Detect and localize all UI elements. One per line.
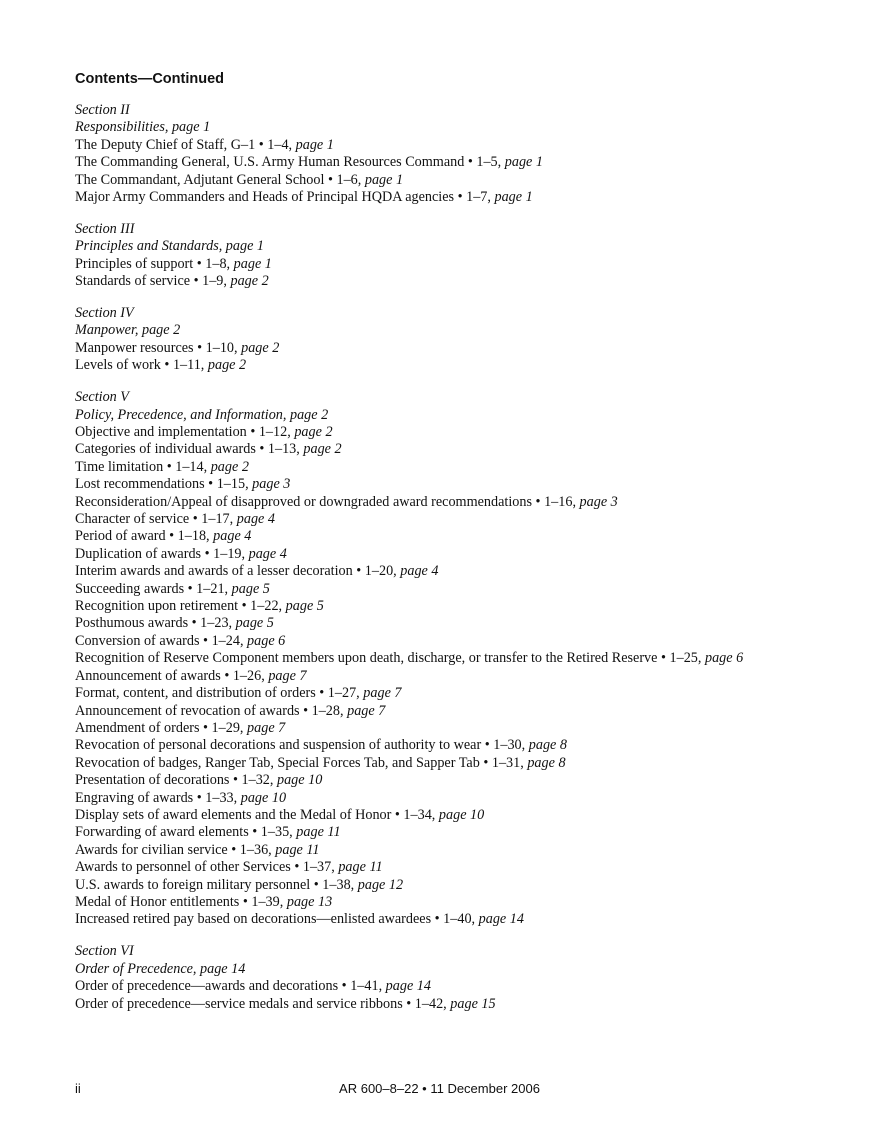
toc-entry-text: Period of award • 1–18,: [75, 528, 214, 545]
toc-entry-page: page 4: [400, 563, 439, 580]
toc-entry-text: U.S. awards to foreign military personnel • 1–38,: [75, 876, 358, 893]
toc-entry-page: page 10: [438, 806, 485, 823]
toc-entry: [75, 137, 805, 154]
toc-entry-page: page 10: [240, 789, 287, 806]
toc-entry-page: page 1: [295, 136, 334, 153]
toc-entry-page: page 1: [494, 189, 533, 206]
toc-entry-text: Revocation of badges, Ranger Tab, Special Forces Tab, and Sapper Tab • 1–31,: [75, 754, 528, 771]
toc-entry-page: page 11: [275, 841, 320, 858]
toc-entry-text: Standards of service • 1–9,: [75, 273, 231, 290]
toc-entry-page: page 2: [230, 273, 269, 290]
section-title: Policy, Precedence, and Information, page 2: [75, 406, 329, 423]
toc-entry-page: page 7: [347, 702, 386, 719]
toc-entry-page: page 8: [527, 754, 566, 771]
section-title: Responsibilities, page 1: [75, 119, 211, 136]
toc-entry: [75, 528, 805, 545]
toc-entry: [75, 494, 805, 511]
toc-entry-page: page 3: [252, 476, 291, 493]
toc-entry-text: Increased retired pay based on decorations—enlisted awardees • 1–40,: [75, 911, 479, 928]
toc-entry-text: The Commandant, Adjutant General School • 1–6,: [75, 171, 365, 188]
toc-entry: [75, 978, 805, 995]
toc-entry-page: page 2: [210, 458, 249, 475]
toc-entry-page: page 5: [285, 598, 324, 615]
toc-entry: [75, 668, 805, 685]
toc-entry-page: page 6: [704, 650, 744, 667]
toc-entry: [75, 511, 805, 528]
toc-entry-text: Conversion of awards • 1–24,: [75, 632, 248, 649]
toc-entry-page: page 14: [385, 978, 431, 995]
toc-entry: [75, 737, 805, 754]
toc-section: [75, 943, 805, 1013]
toc-entry: [75, 563, 805, 580]
toc-entry: [75, 772, 805, 789]
toc-entry-text: Order of precedence—awards and decorations • 1–41,: [75, 978, 386, 995]
toc-entry: [75, 615, 805, 632]
toc-entry-text: Objective and implementation • 1–12,: [75, 424, 295, 440]
toc-entry-text: Order of precedence—service medals and service ribbons • 1–42,: [75, 995, 451, 1012]
toc-entry-text: Principles of support • 1–8,: [75, 255, 234, 272]
toc-entry: [75, 703, 805, 720]
toc-entry-page: page 4: [236, 511, 275, 528]
toc-entry: [75, 755, 805, 772]
toc-entry-text: Display sets of award elements and the Medal of Honor • 1–34,: [75, 806, 439, 823]
toc-entry-text: Reconsideration/Appeal of disapproved or downgraded award recommendations • 1–16,: [75, 493, 580, 510]
toc-entry-page: page 1: [233, 255, 272, 272]
toc-entry-text: Awards to personnel of other Services • 1–37,: [75, 859, 339, 876]
section-title: Manpower, page 2: [75, 322, 181, 339]
toc-entry-text: Forwarding of award elements • 1–35,: [75, 824, 297, 841]
section-title: Order of Precedence, page 14: [75, 960, 246, 977]
toc-entry-text: Posthumous awards • 1–23,: [75, 615, 236, 632]
toc-entry: [75, 720, 805, 737]
toc-entry: [75, 424, 805, 441]
toc-entry: [75, 340, 805, 357]
toc-entry: [75, 807, 805, 824]
toc-entry: [75, 273, 805, 290]
toc-entry-text: Presentation of decorations • 1–32,: [75, 772, 277, 789]
toc-entry-page: page 12: [357, 876, 404, 893]
toc-entry-page: page 8: [528, 737, 567, 754]
toc-entry-page: page 13: [286, 893, 333, 910]
toc-entry: [75, 911, 805, 928]
section-title: Principles and Standards, page 1: [75, 238, 265, 255]
toc-entry: [75, 441, 805, 458]
toc-entry-text: Levels of work • 1–11,: [75, 357, 208, 374]
toc-entry-text: Recognition upon retirement • 1–22,: [75, 598, 286, 615]
toc-entry: [75, 598, 805, 615]
toc-entry-page: page 11: [296, 824, 341, 841]
toc-entry: [75, 824, 805, 841]
toc-section: [75, 102, 805, 206]
toc-entry-page: page 4: [248, 545, 287, 562]
toc-entry-text: The Commanding General, U.S. Army Human Resources Command • 1–5,: [75, 154, 505, 171]
toc-entry-text: Major Army Commanders and Heads of Principal HQDA agencies • 1–7,: [75, 189, 495, 206]
toc-entry-page: page 15: [450, 995, 496, 1012]
contents-heading: Contents—Continued: [75, 71, 225, 87]
toc-entry-text: Recognition of Reserve Component members upon death, discharge, or transfer to the Retired Reserve • 1–25,: [75, 650, 705, 667]
section-number: Section VI: [75, 943, 134, 960]
toc-entry-text: Duplication of awards • 1–19,: [75, 545, 249, 562]
toc-entry-page: page 7: [363, 685, 402, 702]
toc-entry-text: Succeeding awards • 1–21,: [75, 580, 232, 597]
section-number: Section II: [75, 102, 130, 118]
toc-entry: [75, 842, 805, 859]
toc-entry-page: page 7: [247, 719, 286, 736]
toc-entry-page: page 1: [364, 171, 404, 188]
section-number: Section III: [75, 220, 135, 237]
toc-entry-page: page 7: [268, 667, 307, 684]
toc-entry-text: Amendment of orders • 1–29,: [75, 719, 248, 736]
toc-entry-text: Announcement of revocation of awards • 1–28,: [75, 702, 348, 719]
toc-entry-page: page 10: [276, 772, 323, 789]
toc-entry-text: Format, content, and distribution of orders • 1–27,: [75, 685, 364, 702]
toc-entry-page: page 2: [294, 424, 333, 440]
toc-entry-page: page 6: [247, 632, 286, 649]
toc-entry-page: page 2: [241, 339, 280, 356]
toc-entry: [75, 996, 805, 1013]
toc-entry-page: page 2: [303, 441, 342, 458]
toc-entry-page: page 5: [231, 580, 270, 597]
toc-entry-text: Character of service • 1–17,: [75, 511, 237, 528]
toc-entry: [75, 154, 805, 171]
section-number: Section V: [75, 389, 129, 406]
toc-entry: [75, 790, 805, 807]
toc-entry: [75, 894, 805, 911]
toc-entry-page: page 4: [213, 528, 252, 545]
toc-entry-page: page 2: [207, 357, 247, 374]
toc-entry-page: page 3: [579, 493, 618, 510]
toc-entry-text: Revocation of personal decorations and suspension of authority to wear • 1–30,: [75, 737, 529, 754]
toc-entry: [75, 256, 805, 273]
toc-entry: [75, 189, 805, 206]
toc-entry: [75, 685, 805, 702]
toc-entry: [75, 476, 805, 493]
toc-entry: [75, 633, 805, 650]
toc-entry-text: Manpower resources • 1–10,: [75, 339, 242, 356]
toc-entry: [75, 859, 805, 876]
footer-page-number: ii: [75, 1081, 81, 1096]
toc-entry-text: Categories of individual awards • 1–13,: [75, 441, 304, 458]
toc-entry: [75, 459, 805, 476]
toc-section: [75, 305, 805, 375]
toc-entry-text: The Deputy Chief of Staff, G–1 • 1–4,: [75, 136, 296, 153]
toc-entry-page: page 1: [504, 154, 543, 171]
toc-entry-page: page 11: [338, 859, 383, 876]
toc-entry-text: Announcement of awards • 1–26,: [75, 667, 269, 684]
table-of-contents: [75, 102, 805, 1027]
toc-entry: [75, 877, 805, 894]
toc-entry-text: Engraving of awards • 1–33,: [75, 789, 241, 806]
toc-entry-text: Medal of Honor entitlements • 1–39,: [75, 893, 287, 910]
toc-entry: [75, 650, 805, 667]
toc-entry-text: Interim awards and awards of a lesser decoration • 1–20,: [75, 563, 401, 580]
toc-entry: [75, 172, 805, 189]
toc-entry: [75, 546, 805, 563]
toc-entry-page: page 5: [235, 615, 274, 632]
toc-entry-text: Lost recommendations • 1–15,: [75, 476, 253, 493]
section-number: Section IV: [75, 305, 134, 322]
toc-entry-text: Time limitation • 1–14,: [75, 458, 211, 475]
toc-entry-page: page 14: [478, 911, 524, 928]
toc-section: [75, 221, 805, 291]
toc-entry-text: Awards for civilian service • 1–36,: [75, 841, 276, 858]
toc-entry: [75, 357, 805, 374]
footer-document-id: AR 600–8–22 • 11 December 2006: [339, 1081, 540, 1096]
toc-section: [75, 389, 805, 929]
toc-entry: [75, 581, 805, 598]
